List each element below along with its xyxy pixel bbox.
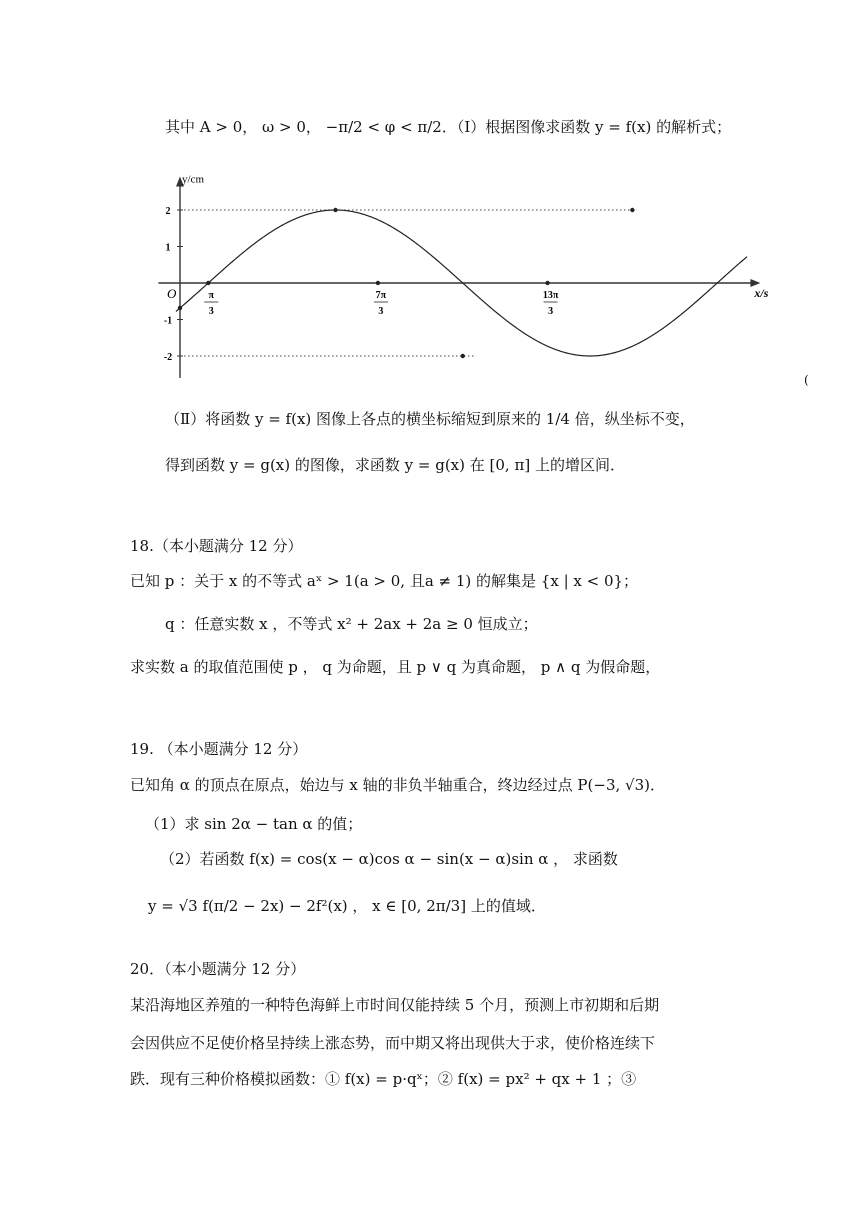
sine-graph [150,160,810,390]
q19-formula: y = √3 f(π/2 − 2x) − 2f²(x) ， x ∈ [0, 2π/3] 上的值域． [148,897,546,915]
data-point-4 [333,208,337,212]
data-point-0 [178,306,182,310]
data-point-9 [545,281,549,285]
y-axis-label: y/cm [182,173,204,186]
q18-p-line: 已知 p ：关于 x 的不等式 aˣ > 1(a > 0, 且a ≠ 1) 的解集是 {x | x < 0}； [130,572,639,590]
q19-header: 19. （本小题满分 12 分） [130,740,308,758]
q20-line1: 某沿海地区养殖的一种特色海鲜上市时间仅能持续 5 个月，预测上市初期和后期 [130,996,660,1014]
data-point-7 [461,354,465,358]
q18-q-line: q ：任意实数 x ，不等式 x² + 2ax + 2a ≥ 0 恒成立； [165,615,538,633]
data-point-11 [630,208,634,212]
x-tick-label-num-2: 13π [542,290,559,301]
stray-mark: ( [804,373,809,387]
q20-line3: 跌．现有三种价格模拟函数：① f(x) = p·qˣ；② f(x) = px² + qx + 1 ；③ [130,1070,637,1088]
x-tick-label-num-1: 7π [375,290,387,301]
origin-label: O [167,286,177,301]
q20-line2: 会因供应不足使价格呈持续上涨态势，而中期又将出现供大于求，使价格连续下 [130,1034,656,1052]
q19-part2: （2）若函数 f(x) = cos(x − α)cos α − sin(x − α)sin α ， 求函数 [160,850,618,868]
x-axis-label: x/s [754,286,769,300]
x-tick-label-num-0: π [208,290,215,301]
q20-header: 20．（本小题满分 12 分） [130,960,306,978]
q19-intro: 已知角 α 的顶点在原点，始边与 x 轴的非负半轴重合，终边经过点 P(−3, √3)． [130,776,665,794]
q19-part1: （1）求 sin 2α − tan α 的值； [145,815,363,833]
x-tick-label-den-2: 3 [548,306,554,317]
q17-part2-line1: （Ⅱ）将函数 y = f(x) 图像上各点的横坐标缩短到原来的 1/4 倍，纵坐标不变， [165,410,695,428]
data-point-5 [376,281,380,285]
q17-intro-text: 其中 A > 0， ω > 0， −π/2 < φ < π/2．（Ⅰ）根据图像求函数 y = f(x) 的解析式； [165,118,732,136]
q18-header: 18.（本小题满分 12 分） [130,537,303,555]
x-tick-label-den-0: 3 [208,306,214,317]
x-tick-label-den-1: 3 [378,306,384,317]
q17-intro-line [165,118,731,136]
q18-ask-line: 求实数 a 的取值范围使 p ， q 为命题，且 p ∨ q 为真命题， p ∧ q 为假命题， [130,658,661,676]
y-tick-label-1: 1 [165,242,171,254]
y-tick-label-2: -1 [163,315,173,327]
data-point-1 [206,281,210,285]
q17-part2-line2: 得到函数 y = g(x) 的图像，求函数 y = g(x) 在 [0, π] 上的增区间． [165,456,625,474]
y-tick-label-0: 2 [165,206,171,217]
y-tick-label-3: -2 [163,352,173,363]
